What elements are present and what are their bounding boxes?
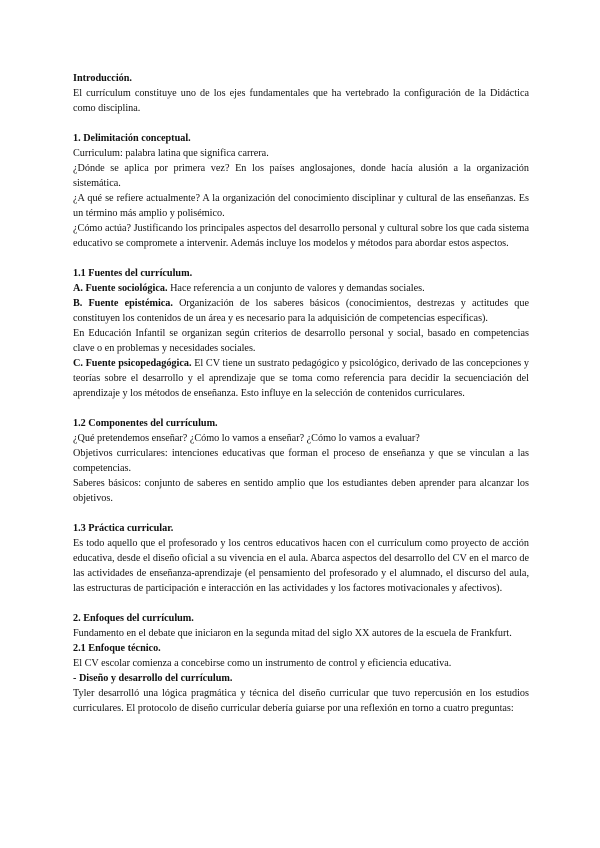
source-c-text: El CV tiene un sustrato pedagógico y psicológico, derivado de las concepciones y teorías sobre el desarrollo y el aprendizaje que se toma como referencia para decidir la secuenciación del aprendizaje y los métodos de enseñanza. Esto influye en la selección de contenidos curriculares. xyxy=(73,358,529,399)
section-2-1-text: El CV escolar comienza a concebirse como un instrumento de control y eficiencia educativa. xyxy=(73,658,452,669)
source-c-label: C. Fuente psicopedagógica. xyxy=(73,358,192,369)
source-b-text: Organización de los saberes básicos (conocimientos, destrezas y actitudes que constituyen los contenidos de un área y es necesario para la adquisición de competencias específicas). xyxy=(73,298,529,324)
section-1-2-line: ¿Qué pretendemos enseñar? ¿Cómo lo vamos a enseñar? ¿Cómo lo vamos a evaluar? xyxy=(73,433,420,444)
document-page xyxy=(73,71,529,716)
source-c xyxy=(73,356,529,401)
section-1-3-heading: 1.3 Práctica curricular. xyxy=(73,523,174,534)
section-2-1-subtext: Tyler desarrolló una lógica pragmática y técnica del diseño curricular que tuvo repercusión en los estudios curriculares. El protocolo de diseño curricular debería guiarse por una reflexión en torno a cuatro preguntas: xyxy=(73,688,529,714)
source-b-label: B. Fuente epistémica. xyxy=(73,298,173,309)
source-a-text: Hace referencia a un conjunto de valores y demandas sociales. xyxy=(167,283,425,294)
section-1-2-line: Objetivos curriculares: intenciones educativas que forman el proceso de enseñanza y que se vinculan a las competencias. xyxy=(73,448,529,474)
section-2-heading: 2. Enfoques del currículum. xyxy=(73,613,194,624)
section-1-heading: 1. Delimitación conceptual. xyxy=(73,133,191,144)
section-1-line: ¿Cómo actúa? Justificando los principales aspectos del desarrollo personal y cultural sobre los que cada sistema educativo se compromete a intervenir. Además incluye los modelos y métodos para abordar estos aspectos. xyxy=(73,223,529,249)
intro-heading: Introducción. xyxy=(73,73,132,84)
source-b-extra: En Educación Infantil se organizan según criterios de desarrollo personal y social, basado en competencias clave o en problemas y necesidades sociales. xyxy=(73,328,529,354)
section-1-3-text: Es todo aquello que el profesorado y los centros educativos hacen con el currículum como proyecto de acción educativa, desde el diseño oficial a su vivencia en el aula. Abarca aspectos del desarrollo del CV en el marco de las actividades de enseñanza-aprendizaje (el pensamiento del profesorado y el alumnado, el discurso del aula, las estructuras de participación e interacción en las actividades y los factores motivacionales y afectivos). xyxy=(73,538,529,594)
section-1-line: ¿Dónde se aplica por primera vez? En los países anglosajones, donde hacía alusión a la organización sistemática. xyxy=(73,163,529,189)
source-a-label: A. Fuente sociológica. xyxy=(73,283,168,294)
section-2-text: Fundamento en el debate que iniciaron en la segunda mitad del siglo XX autores de la escuela de Frankfurt. xyxy=(73,628,512,639)
section-1-line: ¿A qué se refiere actualmente? A la organización del conocimiento disciplinar y cultural de las enseñanzas. Es un término más amplio y polisémico. xyxy=(73,193,529,219)
intro-text: El currículum constituye uno de los ejes fundamentales que ha vertebrado la configuración de la Didáctica como disciplina. xyxy=(73,88,529,114)
section-1-1-heading: 1.1 Fuentes del currículum. xyxy=(73,268,193,279)
section-1-2-line: Saberes básicos: conjunto de saberes en sentido amplio que los estudiantes deben aprender para alcanzar los objetivos. xyxy=(73,478,529,504)
source-a xyxy=(73,281,529,296)
section-1-2-heading: 1.2 Componentes del currículum. xyxy=(73,418,218,429)
section-2-1-subheading: - Diseño y desarrollo del currículum. xyxy=(73,673,233,684)
section-1-line: Curriculum: palabra latina que significa carrera. xyxy=(73,148,269,159)
section-2-1-heading: 2.1 Enfoque técnico. xyxy=(73,643,161,654)
source-b xyxy=(73,296,529,326)
